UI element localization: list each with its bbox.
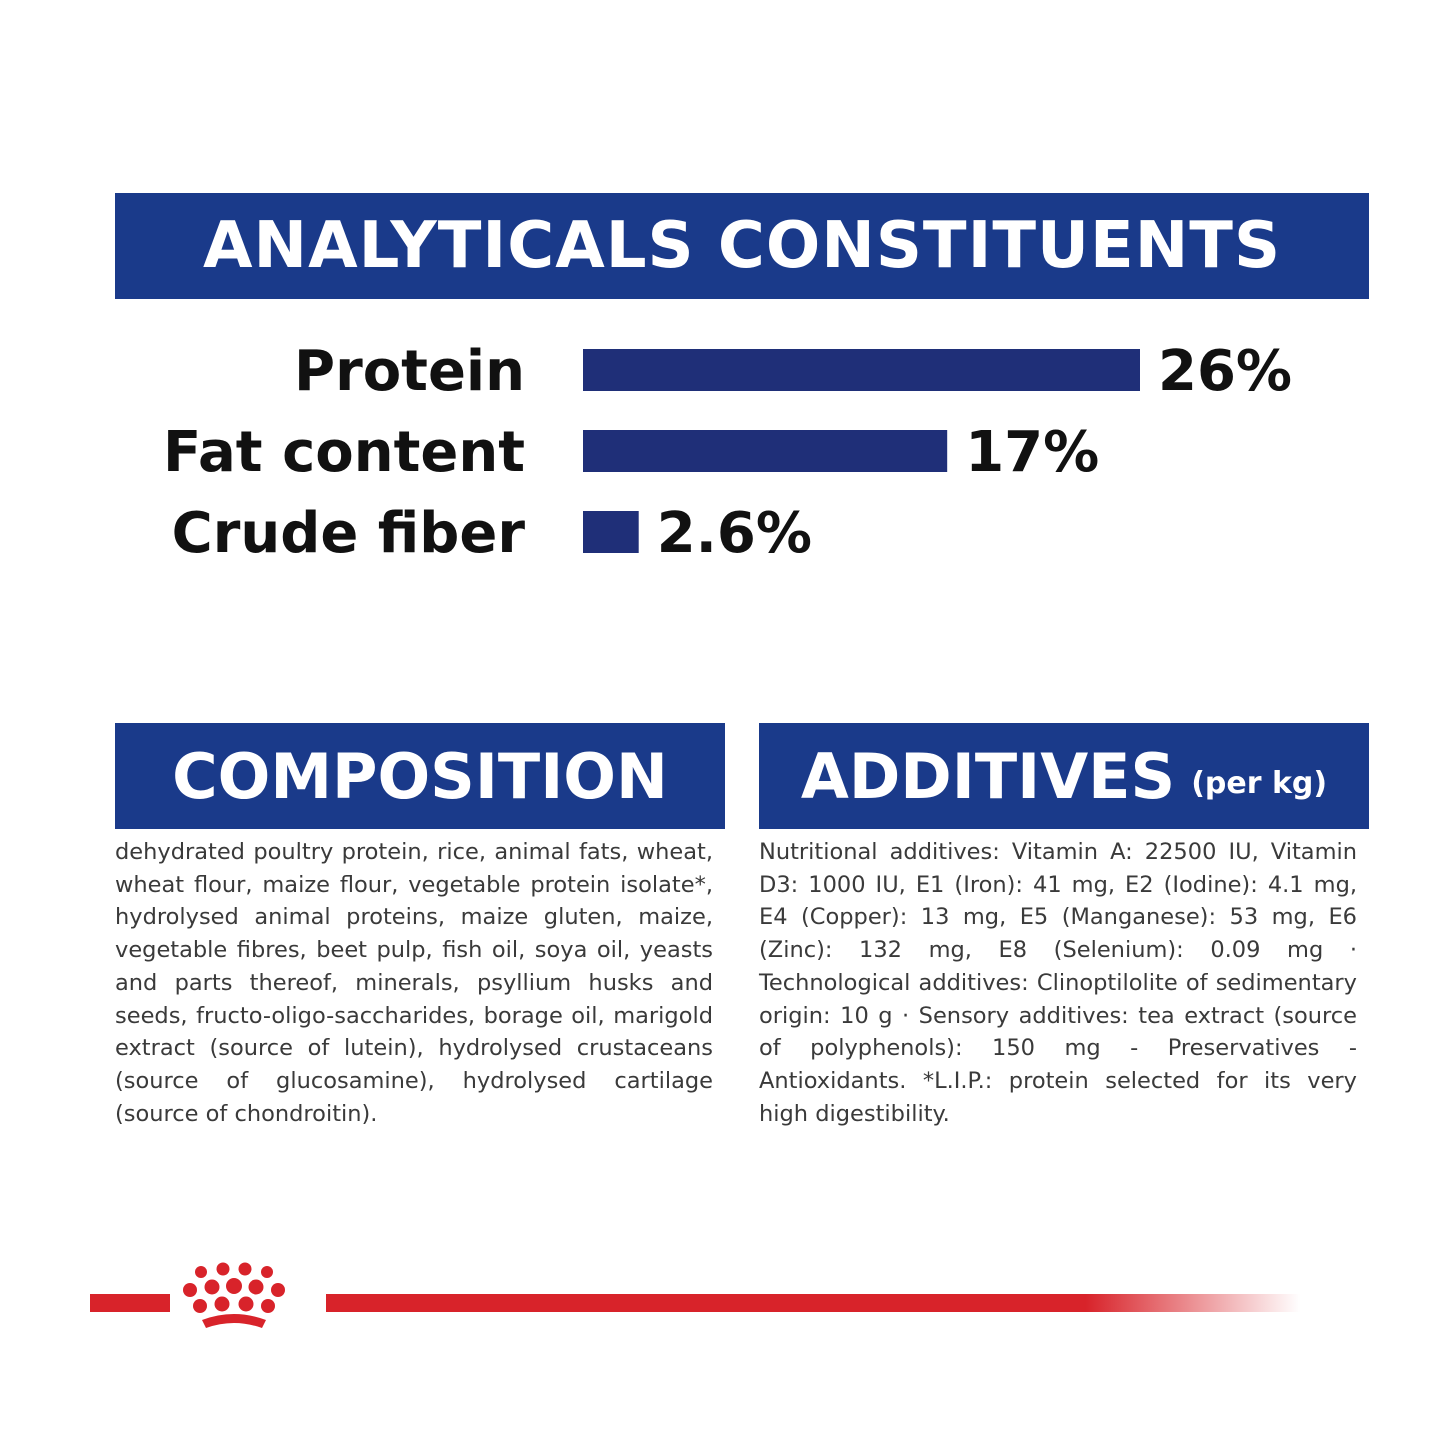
brand-line-right [326, 1294, 1300, 1312]
composition-banner [115, 723, 725, 829]
brand-strip [90, 1262, 1300, 1342]
additives-title: ADDITIVES [800, 739, 1176, 813]
additives-banner [759, 723, 1369, 829]
brand-line-left [90, 1294, 170, 1312]
value-label: 2.6% [656, 501, 813, 566]
additives-subtitle: (per kg) [1191, 765, 1328, 801]
bar [583, 511, 639, 553]
constituents-chart [0, 0, 1445, 620]
additives-text: Nutritional additives: Vitamin A: 22500 IU, Vitamin D3: 1000 IU, E1 (Iron): 41 mg, E2 (Iodine): 4.1 mg, E4 (Copper): 13 mg, E5 (Manganese): 53 mg, E6 (Zinc): 132 mg, E8 (Selenium): 0.09 mg · Technological additives: Clinoptilolite of sedimentary origin: 10 g · Sensory additives: tea extract (source of polyphenols): 150 mg - Preservatives - Antioxidants. *L.I.P.: protein selected for its very high digestibility. [759, 839, 1357, 1127]
value-label: 17% [965, 420, 1100, 485]
crown-icon [183, 1263, 285, 1329]
chart-title: ANALYTICALS CONSTITUENTS [202, 209, 1282, 283]
composition-text: dehydrated poultry protein, rice, animal fats, wheat, wheat flour, maize flour, vegetable protein isolate*, hydrolysed animal proteins, maize gluten, maize, vegetable fibres, beet pulp, fish oil, soya oil, yeasts and parts thereof, minerals, psyllium husks and seeds, fructo-oligo-saccharides, borage oil, marigold extract (source of lutein), hydrolysed crustaceans (source of glucosamine), hydrolysed cartilage (source of chondroitin). [115, 839, 713, 1127]
value-label: 26% [1158, 339, 1293, 404]
bar [583, 349, 1140, 391]
category-label: Crude fiber [171, 501, 525, 566]
category-label: Protein [294, 339, 525, 404]
bar [583, 430, 947, 472]
category-label: Fat content [163, 420, 525, 485]
composition-title: COMPOSITION [172, 739, 668, 813]
